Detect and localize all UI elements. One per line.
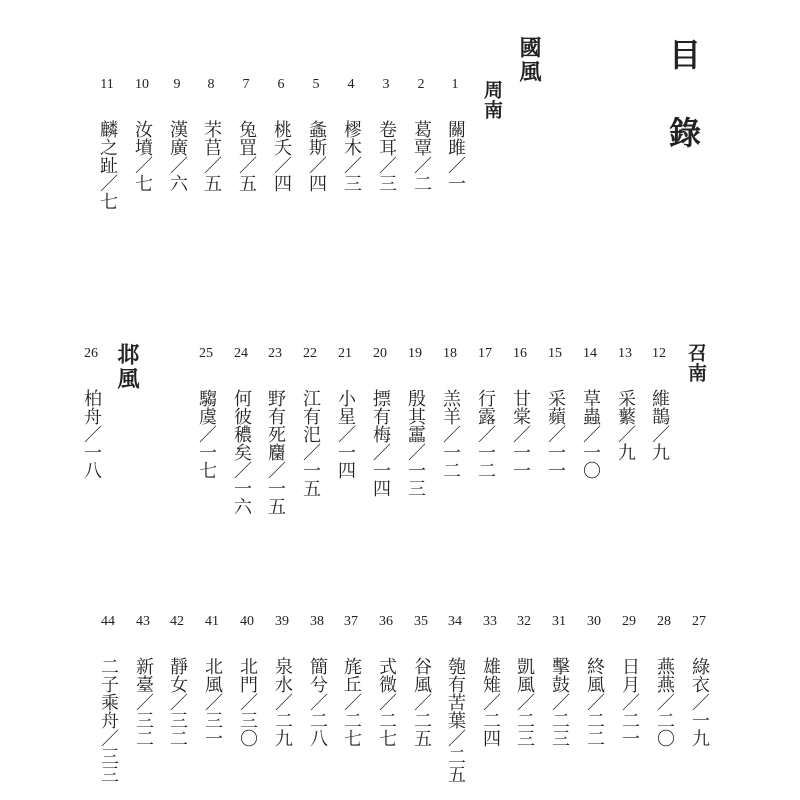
entry-title: 卷耳／三 (376, 120, 397, 192)
entry-number: 25 (199, 346, 213, 361)
entry-title: 擊鼓／二三 (549, 657, 570, 747)
toc-entry-37[interactable] (334, 613, 368, 747)
subsection-heading-zhounan: 周南 (481, 80, 503, 120)
toc-entry-10[interactable] (125, 76, 159, 192)
toc-entry-18[interactable] (433, 345, 467, 479)
entry-title: 關雎／一 (445, 120, 466, 192)
entry-title: 桃夭／四 (271, 120, 292, 192)
entry-title: 螽斯／四 (306, 120, 327, 192)
toc-entry-29[interactable] (612, 613, 646, 747)
toc-entry-40[interactable] (230, 613, 264, 747)
toc-entry-21[interactable] (328, 345, 362, 479)
entry-title: 凱風／二三 (514, 657, 535, 747)
toc-entry-11[interactable] (90, 76, 124, 210)
toc-entry-19[interactable] (398, 345, 432, 497)
entry-number: 3 (382, 77, 390, 92)
entry-number: 31 (552, 614, 566, 629)
toc-entry-12[interactable] (642, 345, 676, 461)
entry-number: 6 (277, 77, 285, 92)
entry-title: 野有死麕／一五 (265, 389, 286, 515)
entry-title: 采蘋／一一 (545, 389, 566, 479)
entry-number: 11 (100, 77, 114, 92)
toc-entry-16[interactable] (503, 345, 537, 479)
entry-title: 何彼穠矣／一六 (231, 389, 252, 515)
entry-number: 22 (303, 346, 317, 361)
entry-number: 28 (657, 614, 671, 629)
entry-number: 7 (242, 77, 250, 92)
entry-title: 甘棠／一一 (510, 389, 531, 479)
entry-title: 柏舟／一八 (81, 389, 102, 479)
entry-number: 33 (483, 614, 497, 629)
entry-title: 式微／二七 (376, 657, 397, 747)
entry-title: 泉水／二九 (272, 657, 293, 747)
entry-title: 草蟲／一〇 (580, 389, 601, 479)
entry-number: 17 (478, 346, 492, 361)
entry-number: 20 (373, 346, 387, 361)
entry-number: 21 (338, 346, 352, 361)
entry-title: 簡兮／二八 (307, 657, 328, 747)
toc-entry-9[interactable] (160, 76, 194, 192)
entry-number: 29 (622, 614, 636, 629)
entry-title: 維鵲／九 (649, 389, 670, 461)
toc-entry-23[interactable] (258, 345, 292, 515)
entry-number: 41 (205, 614, 219, 629)
entry-number: 44 (101, 614, 115, 629)
entry-number: 14 (583, 346, 597, 361)
toc-entry-36[interactable] (369, 613, 403, 747)
entry-title: 麟之趾／七 (97, 120, 118, 210)
entry-title: 雄雉／二四 (480, 657, 501, 747)
entry-number: 10 (135, 77, 149, 92)
entry-title: 兔罝／五 (236, 120, 257, 192)
toc-entry-43[interactable] (126, 613, 160, 747)
section-heading-guofeng: 國風 (516, 36, 542, 84)
entry-title: 漢廣／六 (167, 120, 188, 192)
entry-number: 39 (275, 614, 289, 629)
entry-number: 30 (587, 614, 601, 629)
entry-title: 葛覃／二 (411, 120, 432, 192)
toc-entry-44[interactable] (91, 613, 125, 783)
toc-entry-6[interactable] (264, 76, 298, 192)
toc-entry-39[interactable] (265, 613, 299, 747)
toc-entry-2[interactable] (404, 76, 438, 192)
entry-number: 1 (451, 77, 459, 92)
entry-number: 13 (618, 346, 632, 361)
toc-title: 目錄 (664, 38, 702, 194)
entry-title: 燕燕／二〇 (654, 657, 675, 747)
entry-title: 江有汜／一五 (300, 389, 321, 497)
entry-number: 23 (268, 346, 282, 361)
entry-number: 40 (240, 614, 254, 629)
entry-number: 16 (513, 346, 527, 361)
entry-number: 36 (379, 614, 393, 629)
entry-number: 8 (207, 77, 215, 92)
toc-entry-34[interactable] (438, 613, 472, 783)
toc-entry-30[interactable] (577, 613, 611, 747)
entry-title: 樛木／三 (341, 120, 362, 192)
toc-entry-26[interactable] (74, 345, 108, 479)
toc-entry-22[interactable] (293, 345, 327, 497)
entry-title: 北門／三〇 (237, 657, 258, 747)
entry-number: 27 (692, 614, 706, 629)
entry-title: 二子乘舟／三三 (98, 657, 119, 783)
entry-number: 12 (652, 346, 666, 361)
entry-number: 9 (173, 77, 181, 92)
entry-title: 旄丘／二七 (341, 657, 362, 747)
toc-entry-33[interactable] (473, 613, 507, 747)
entry-title: 汝墳／七 (132, 120, 153, 192)
toc-entry-27[interactable] (682, 613, 716, 747)
entry-number: 37 (344, 614, 358, 629)
entry-title: 匏有苦葉／二五 (445, 657, 466, 783)
toc-entry-28[interactable] (647, 613, 681, 747)
entry-title: 小星／一四 (335, 389, 356, 479)
toc-entry-1[interactable] (438, 76, 472, 192)
entry-title: 谷風／二五 (411, 657, 432, 747)
section-heading-beifeng: 邶風 (114, 343, 140, 391)
entry-title: 北風／三一 (202, 657, 223, 747)
toc-entry-41[interactable] (195, 613, 229, 747)
entry-title: 日月／二一 (619, 657, 640, 747)
toc-entry-3[interactable] (369, 76, 403, 192)
entry-number: 24 (234, 346, 248, 361)
toc-entry-13[interactable] (608, 345, 642, 461)
toc-entry-17[interactable] (468, 345, 502, 479)
entry-title: 靜女／三二 (167, 657, 188, 747)
toc-entry-42[interactable] (160, 613, 194, 747)
entry-title: 殷其靁／一三 (405, 389, 426, 497)
entry-number: 19 (408, 346, 422, 361)
entry-number: 35 (414, 614, 428, 629)
toc-entry-24[interactable] (224, 345, 258, 515)
entry-title: 摽有梅／一四 (370, 389, 391, 497)
entry-title: 行露／一二 (475, 389, 496, 479)
entry-title: 騶虞／一七 (196, 389, 217, 479)
toc-entry-31[interactable] (542, 613, 576, 747)
entry-number: 32 (517, 614, 531, 629)
toc-entry-35[interactable] (404, 613, 438, 747)
entry-number: 4 (347, 77, 355, 92)
entry-number: 26 (84, 346, 98, 361)
toc-entry-32[interactable] (507, 613, 541, 747)
entry-number: 15 (548, 346, 562, 361)
entry-number: 34 (448, 614, 462, 629)
toc-entry-7[interactable] (229, 76, 263, 192)
toc-entry-20[interactable] (363, 345, 397, 497)
entry-title: 綠衣／一九 (689, 657, 710, 747)
entry-number: 2 (417, 77, 425, 92)
toc-entry-15[interactable] (538, 345, 572, 479)
toc-entry-4[interactable] (334, 76, 368, 192)
toc-entry-8[interactable] (194, 76, 228, 192)
entry-number: 38 (310, 614, 324, 629)
toc-entry-25[interactable] (189, 345, 223, 479)
toc-entry-14[interactable] (573, 345, 607, 479)
entry-title: 羔羊／一二 (440, 389, 461, 479)
entry-title: 新臺／三二 (133, 657, 154, 747)
entry-title: 終風／二二 (584, 657, 605, 747)
entry-number: 5 (312, 77, 320, 92)
entry-number: 42 (170, 614, 184, 629)
entry-number: 18 (443, 346, 457, 361)
entry-title: 芣苢／五 (201, 120, 222, 192)
toc-entry-5[interactable] (299, 76, 333, 192)
toc-entry-38[interactable] (300, 613, 334, 747)
subsection-heading-shaonan: 召南 (685, 343, 707, 383)
entry-title: 采蘩／九 (615, 389, 636, 461)
entry-number: 43 (136, 614, 150, 629)
